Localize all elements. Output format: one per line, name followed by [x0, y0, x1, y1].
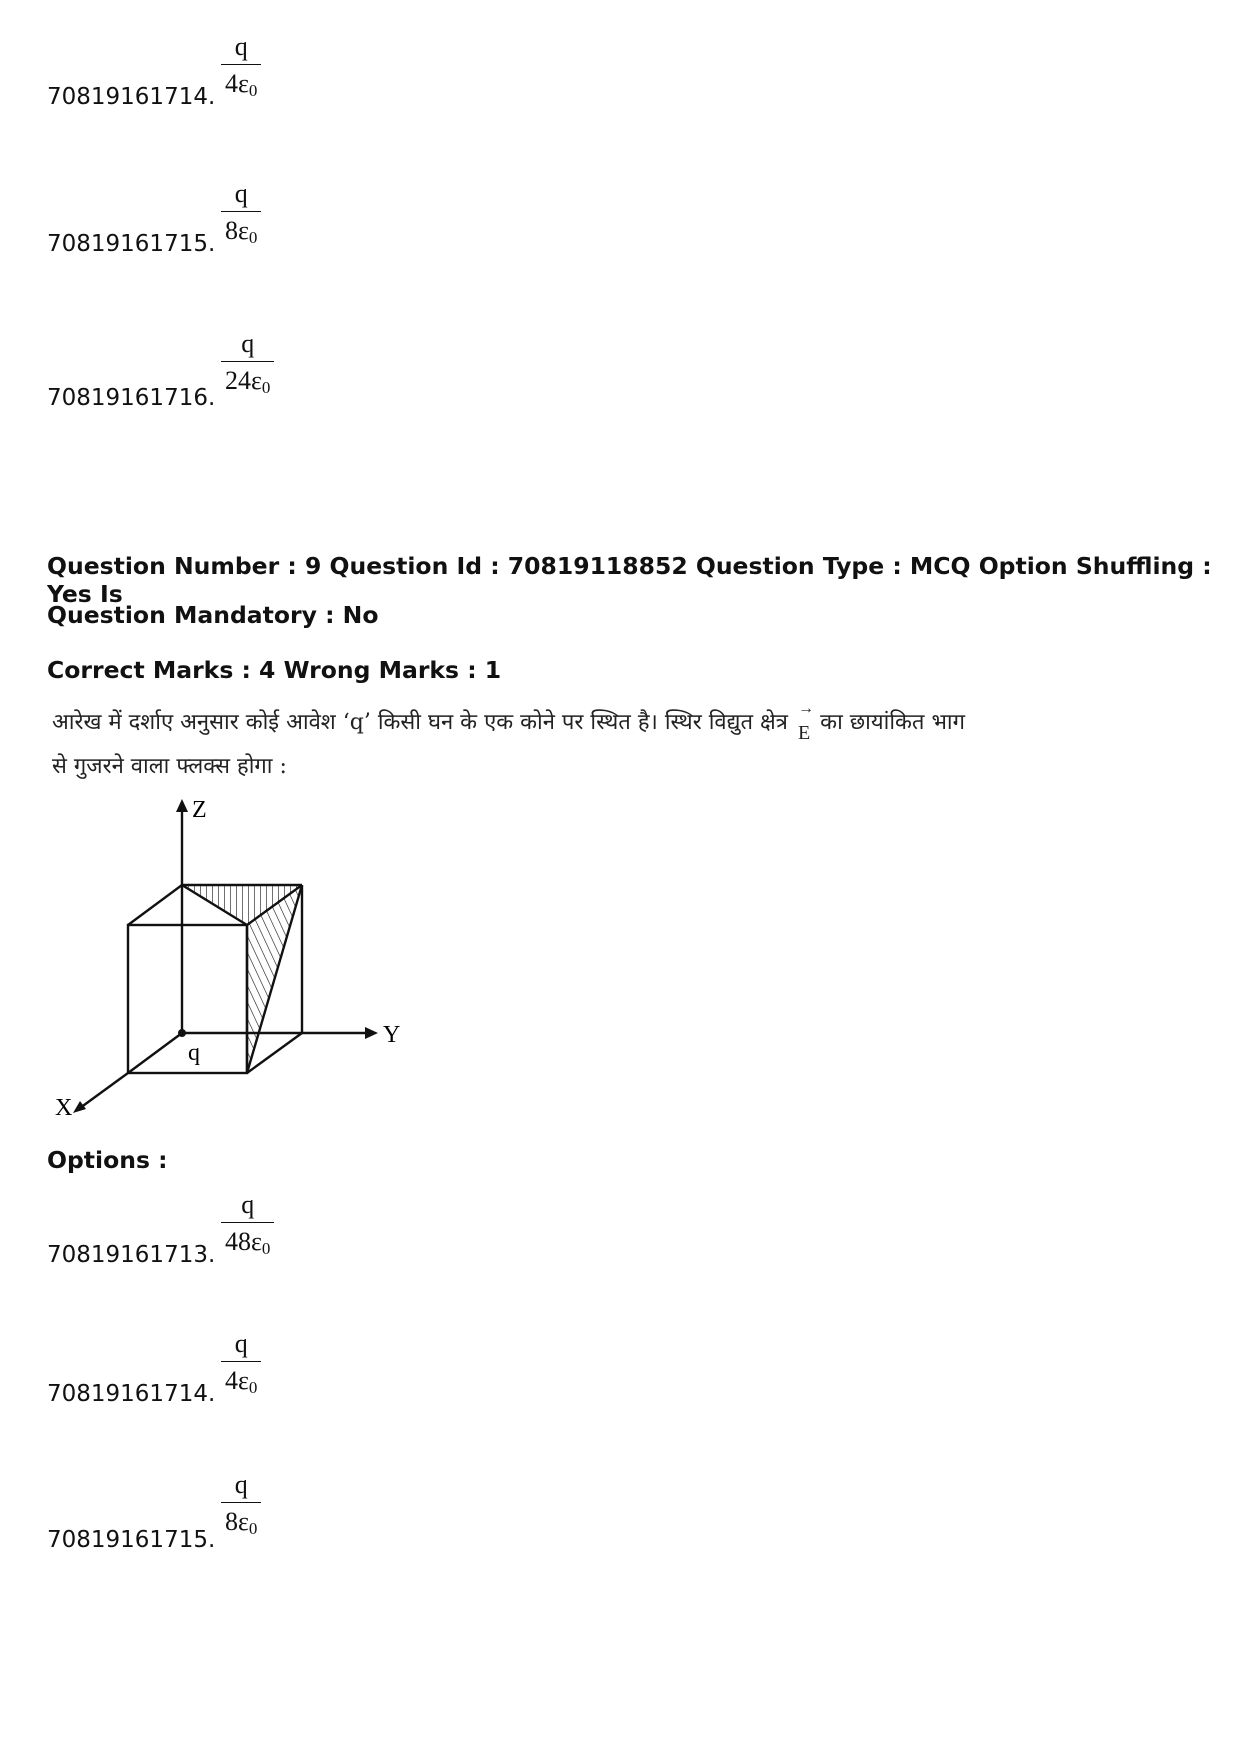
x-arrowhead [73, 1101, 86, 1113]
epsilon-symbol: ε [238, 216, 249, 245]
x-axis-label: X [55, 1095, 73, 1121]
epsilon-symbol: ε [238, 1507, 249, 1536]
fraction-denominator [221, 1502, 261, 1537]
epsilon-symbol: ε [251, 1227, 262, 1256]
charge-label: q [188, 1040, 200, 1066]
epsilon-symbol: ε [238, 1366, 249, 1395]
epsilon-subscript: 0 [248, 228, 258, 247]
fraction-denominator [221, 64, 261, 99]
fraction-numerator: q [241, 329, 255, 358]
epsilon-subscript: 0 [248, 1378, 258, 1397]
z-arrowhead [176, 799, 188, 812]
denominator-coef: 4 [225, 69, 238, 98]
electric-field-symbol: → E [798, 722, 810, 745]
option-fraction [221, 1192, 274, 1257]
cube-charge-diagram [50, 795, 410, 1125]
fraction-numerator: q [234, 179, 248, 208]
fraction-numerator: q [234, 32, 248, 61]
fraction-denominator [221, 1361, 261, 1396]
y-arrowhead [365, 1027, 378, 1039]
y-axis-label: Y [383, 1022, 401, 1048]
denominator-coef: 8 [225, 1507, 238, 1536]
cube-edge [128, 885, 182, 925]
question-text-part: का छायांकित भाग [820, 710, 966, 735]
fraction-denominator [221, 211, 261, 246]
epsilon-symbol: ε [238, 69, 249, 98]
z-axis-label: Z [192, 797, 207, 823]
option-fraction [221, 331, 274, 396]
option-fraction [221, 1472, 261, 1537]
epsilon-symbol: ε [251, 366, 262, 395]
option-id: 70819161714. [47, 84, 216, 110]
option-id: 70819161715. [47, 1527, 216, 1553]
option-id: 70819161713. [47, 1242, 216, 1268]
question-text-part: आरेख में दर्शाए अनुसार कोई आवेश ‘q’ किसी घन के एक कोने पर स्थित है। स्थिर विद्युत क्षेत्र [52, 710, 788, 735]
cube-edge [128, 1033, 182, 1073]
question-text-line1 [52, 706, 966, 744]
question-text-line2: से गुजरने वाला फ्लक्स होगा : [52, 754, 287, 779]
option-id: 70819161714. [47, 1381, 216, 1407]
fraction-denominator [221, 1222, 274, 1257]
fraction-denominator [221, 361, 274, 396]
option-id: 70819161716. [47, 385, 216, 411]
denominator-coef: 8 [225, 216, 238, 245]
question-marks: Correct Marks : 4 Wrong Marks : 1 [47, 656, 502, 684]
epsilon-subscript: 0 [261, 1239, 271, 1258]
charge-dot [178, 1029, 186, 1037]
option-fraction [221, 34, 261, 99]
option-fraction [221, 1331, 261, 1396]
denominator-coef: 24 [225, 366, 251, 395]
question-header-line2: Question Mandatory : No [47, 601, 379, 629]
option-fraction [221, 181, 261, 246]
x-axis [80, 1073, 128, 1108]
denominator-coef: 4 [225, 1366, 238, 1395]
option-id: 70819161715. [47, 231, 216, 257]
denominator-coef: 48 [225, 1227, 251, 1256]
fraction-numerator: q [234, 1470, 248, 1499]
epsilon-subscript: 0 [248, 81, 258, 100]
question-header-line1: Question Number : 9 Question Id : 70819118852 Question Type : MCQ Option Shuffling : Yes Is [47, 552, 1212, 608]
epsilon-subscript: 0 [248, 1519, 258, 1538]
epsilon-subscript: 0 [261, 378, 271, 397]
fraction-numerator: q [241, 1190, 255, 1219]
fraction-numerator: q [234, 1329, 248, 1358]
options-label: Options : [47, 1146, 168, 1174]
